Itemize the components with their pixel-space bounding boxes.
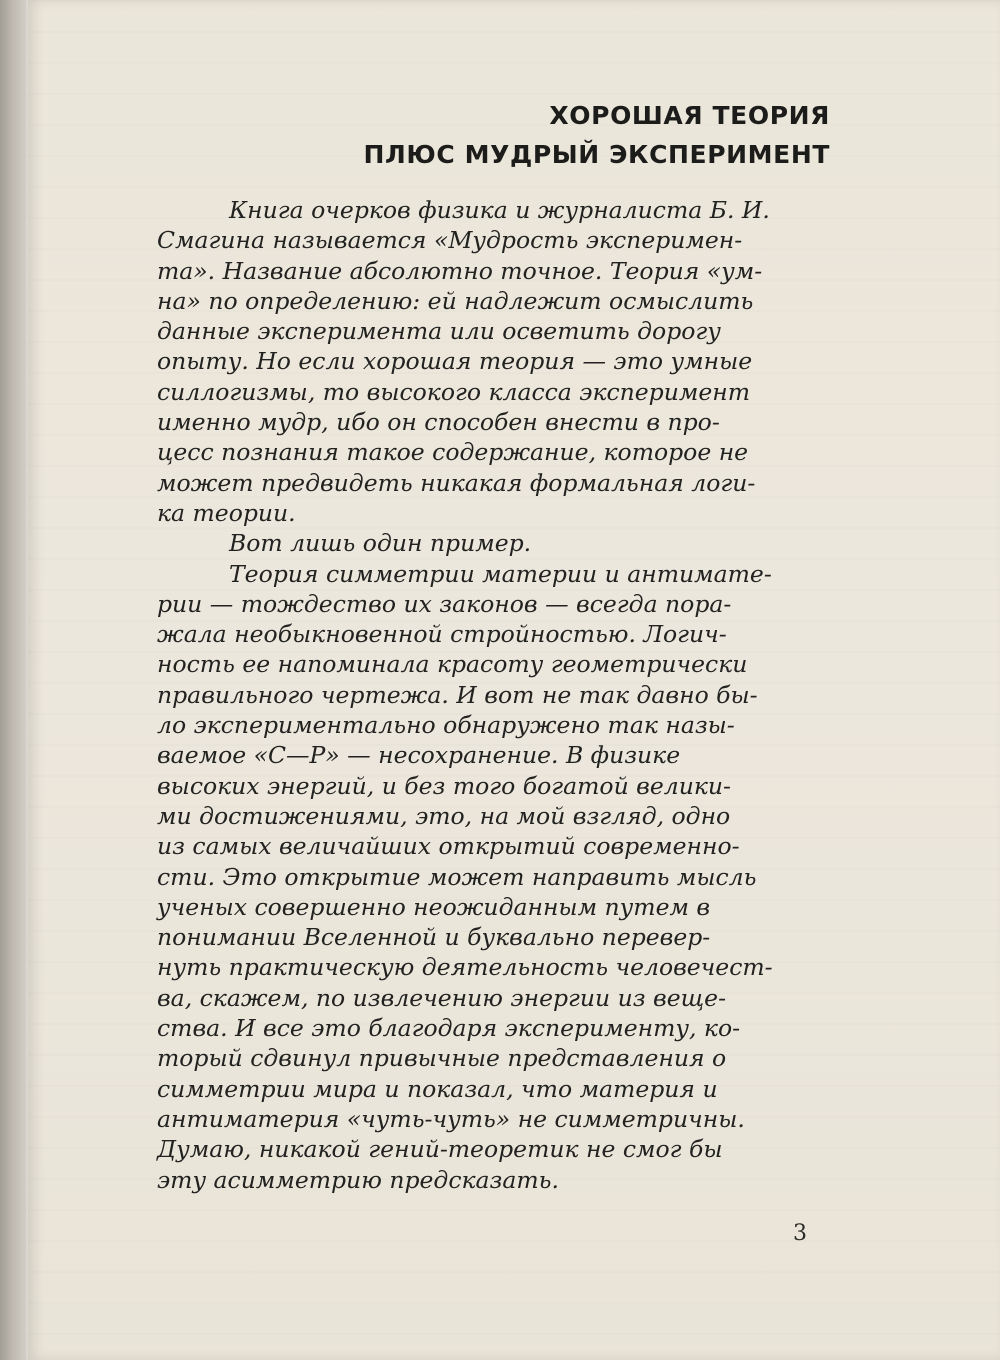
text-line: на» по определению: ей надлежит осмыслить	[157, 286, 754, 315]
page-number: 3	[793, 1221, 807, 1246]
text-line: понимании Вселенной и буквально перевер-	[157, 923, 711, 952]
text-line: опыту. Но если хорошая теория — это умные	[157, 347, 753, 376]
text-line: Вот лишь один пример.	[229, 529, 532, 558]
text-line: торый сдвинул привычные представления о	[157, 1044, 727, 1073]
text-line: ва, скажем, по извлечению энергии из веще-	[157, 983, 727, 1012]
text-line: та». Название абсолютно точное. Теория «ум-	[157, 256, 763, 285]
text-line: из самых величайших открытий современно-	[157, 832, 740, 861]
text-line: Думаю, никакой гений-теоретик не смог бы	[157, 1135, 723, 1164]
text-line: рии — тождество их законов — всегда пора-	[157, 589, 732, 618]
text-line: высоких энергий, и без того богатой велики-	[157, 771, 731, 800]
facing-page-edge	[0, 0, 26, 1360]
text-line: ученых совершенно неожиданным путем в	[157, 892, 711, 921]
heading-line-2: ПЛЮС МУДРЫЙ ЭКСПЕРИМЕНТ	[363, 140, 830, 169]
text-line: симметрии мира и показал, что материя и	[157, 1074, 718, 1103]
text-line: сти. Это открытие может направить мысль	[157, 862, 757, 891]
text-line: правильного чертежа. И вот не так давно бы-	[157, 680, 758, 709]
text-line: может предвидеть никакая формальная логи-	[157, 468, 756, 497]
text-line: ми достижениями, это, на мой взгляд, одно	[157, 801, 731, 830]
text-line: именно мудр, ибо он способен внести в про-	[157, 408, 720, 437]
text-line: силлогизмы, то высокого класса эксперимент	[157, 377, 751, 406]
text-line: ность ее напоминала красоту геометрически	[157, 650, 748, 679]
text-line: Смагина называется «Мудрость эксперимен-	[157, 226, 743, 255]
text-line: Книга очерков физика и журналиста Б. И.	[229, 196, 770, 224]
text-line: ваемое «С—Р» — несохранение. В физике	[157, 741, 681, 770]
text-line: данные эксперимента или осветить дорогу	[157, 317, 721, 346]
text-line: нуть практическую деятельность человечест-	[157, 953, 773, 982]
text-line: жала необыкновенной стройностью. Логич-	[157, 620, 727, 649]
chapter-heading	[364, 96, 830, 174]
text-line: ло экспериментально обнаружено так назы-	[157, 711, 735, 740]
text-line: антиматерия «чуть-чуть» не симметричны.	[157, 1104, 745, 1133]
text-line: эту асимметрию предсказать.	[157, 1165, 559, 1194]
heading-line-1: ХОРОШАЯ ТЕОРИЯ	[549, 101, 830, 130]
body-text	[157, 195, 829, 1195]
text-line: ка теории.	[157, 498, 296, 527]
text-line: ства. И все это благодаря эксперименту, ко-	[157, 1014, 741, 1043]
text-line: цесс познания такое содержание, которое не	[157, 438, 749, 467]
text-line: Теория симметрии материи и антимате-	[229, 559, 772, 588]
